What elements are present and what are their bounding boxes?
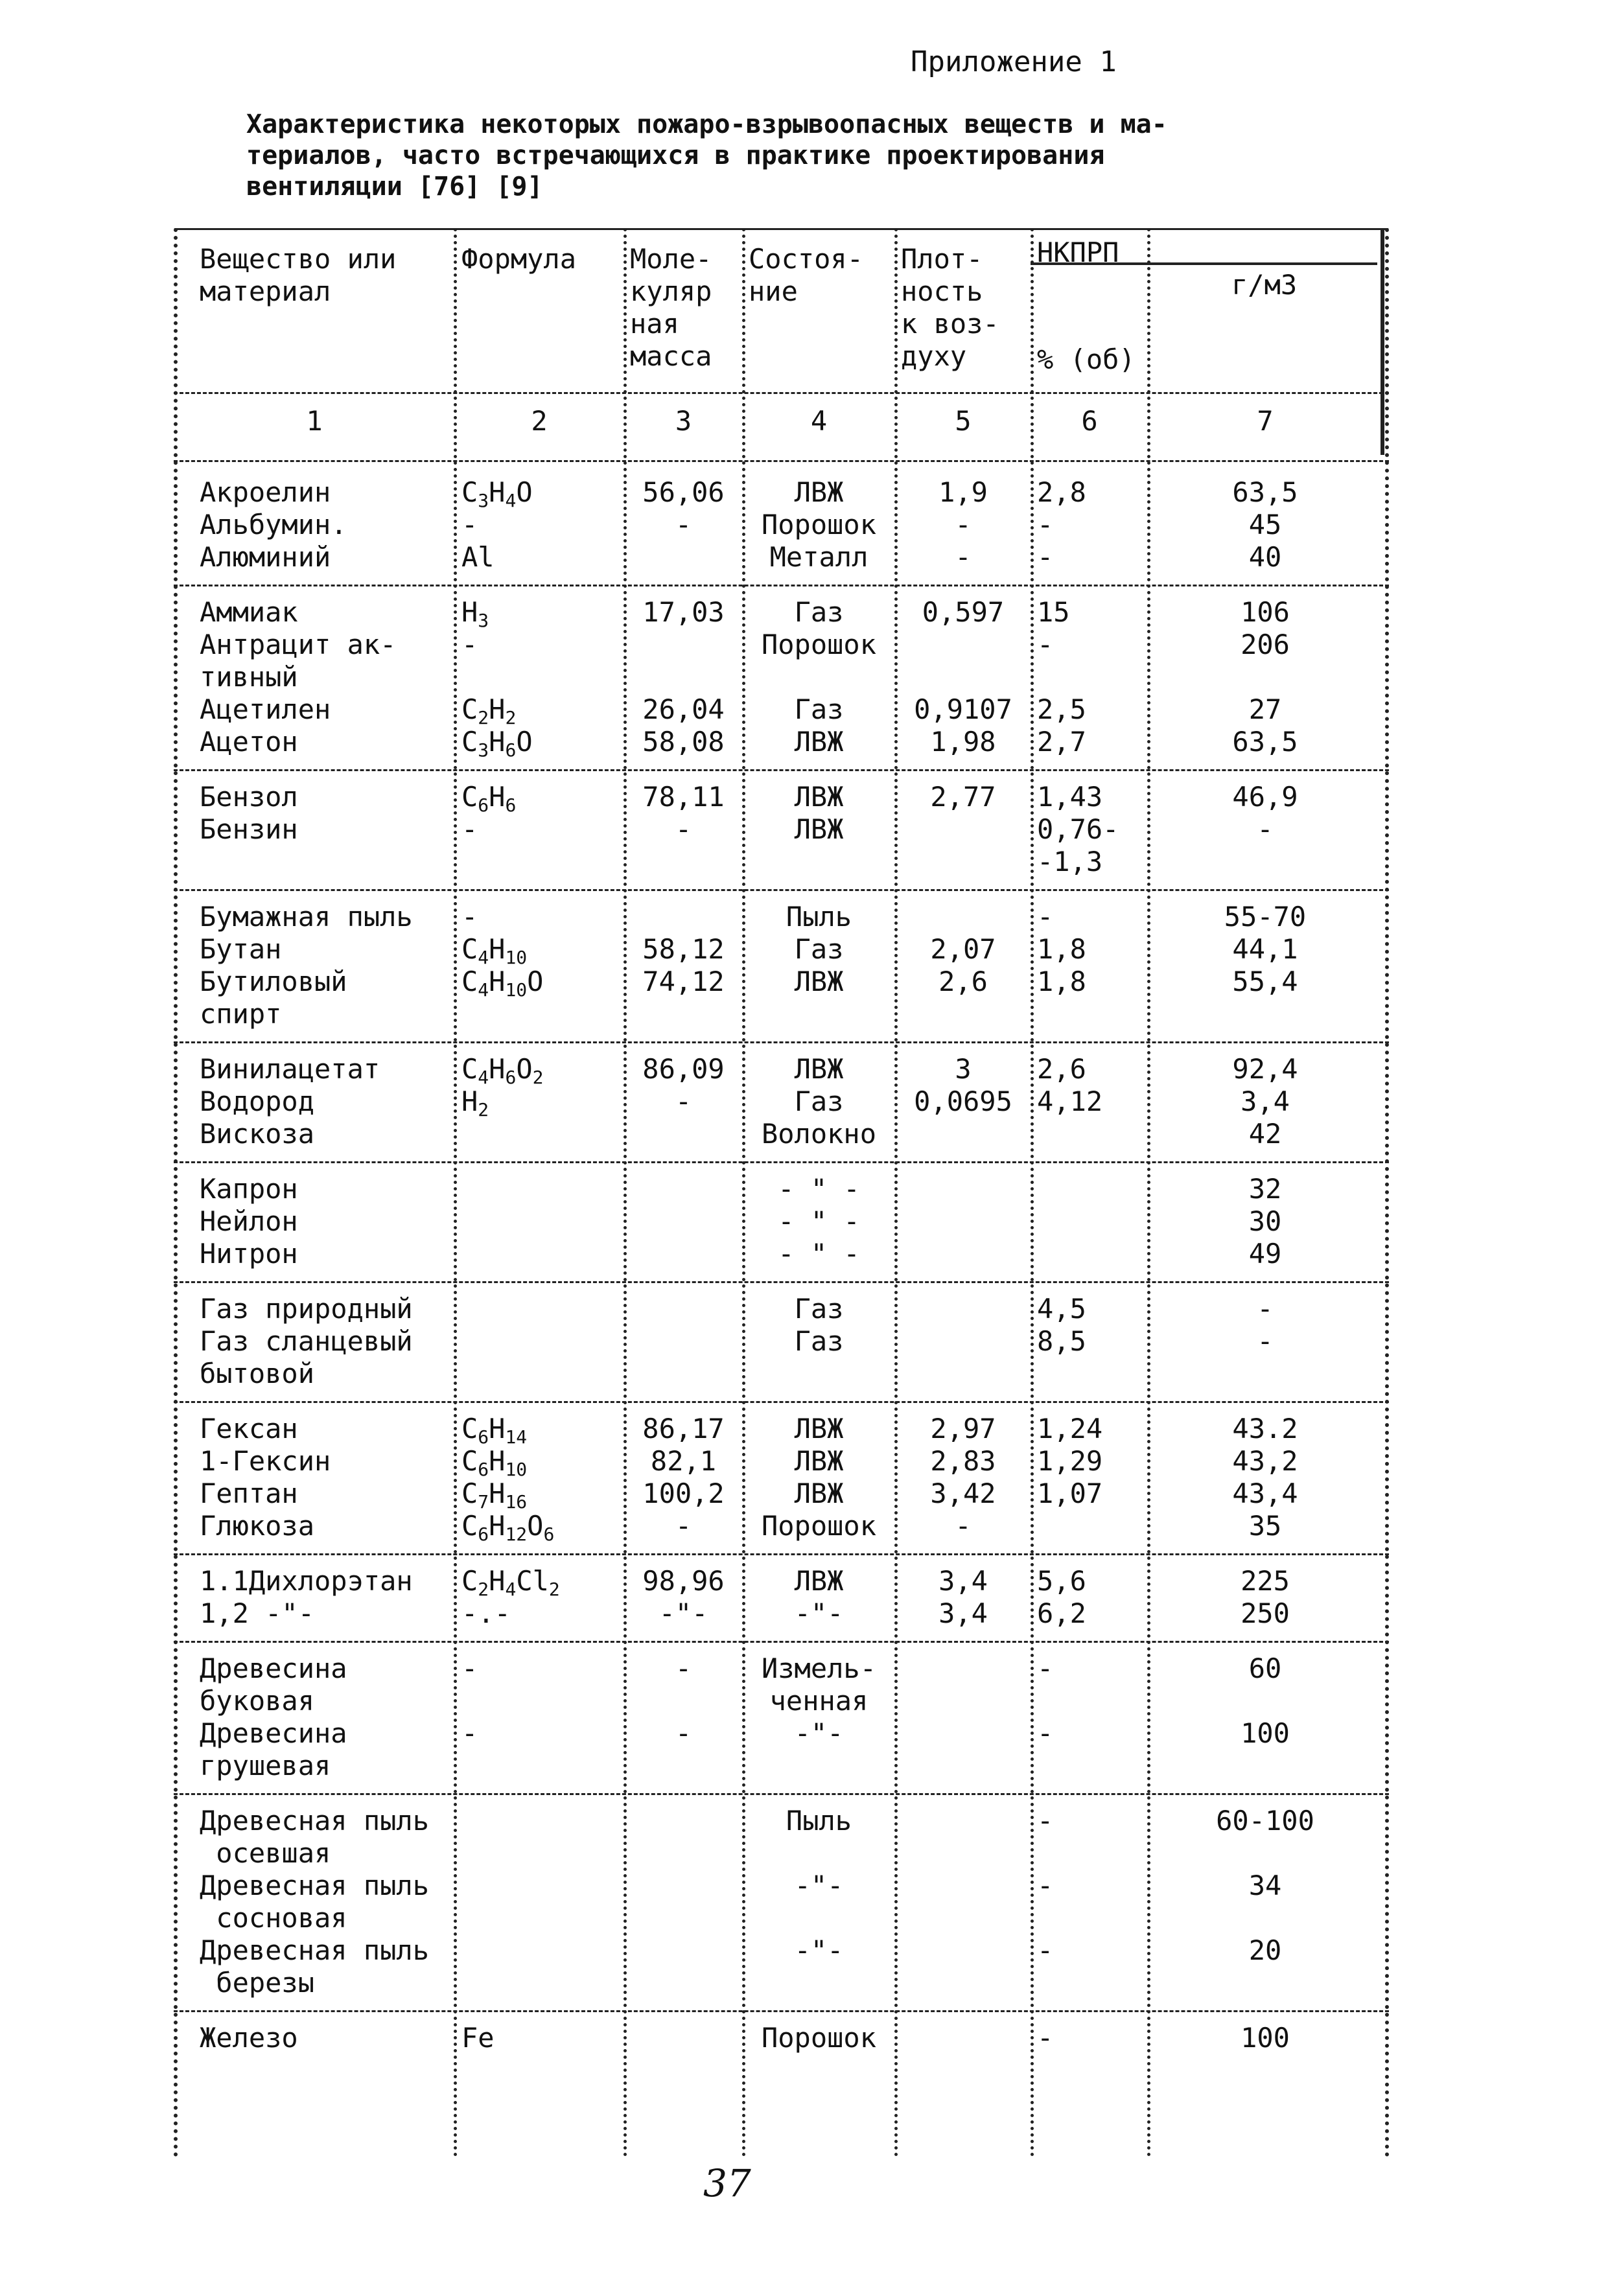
table-caption bbox=[246, 109, 1387, 202]
page-number: 37 bbox=[703, 2161, 751, 2205]
cell-mass: 17,03 bbox=[642, 596, 725, 628]
cell-state: Газ bbox=[794, 1293, 844, 1325]
cell-mass: - bbox=[675, 813, 692, 845]
cell-pct: - bbox=[1037, 541, 1054, 573]
cell-mass: 74,12 bbox=[642, 966, 725, 997]
cell-pct: - bbox=[1037, 2022, 1054, 2054]
cell-pct: - bbox=[1037, 629, 1054, 660]
cell-gm3: 35 bbox=[1248, 1510, 1282, 1542]
cell-gm3: 55-70 bbox=[1224, 901, 1307, 933]
cell-density: 0,9107 bbox=[914, 693, 1012, 725]
cell-pct: 6,2 bbox=[1037, 1597, 1086, 1629]
cell-density: - bbox=[955, 509, 972, 540]
column-number: 1 bbox=[306, 405, 323, 437]
cell-pct: - bbox=[1037, 1870, 1054, 1901]
cell-mass: 86,09 bbox=[642, 1053, 725, 1085]
row-divider bbox=[174, 585, 1389, 586]
cell-formula: - bbox=[461, 629, 478, 660]
cell-density: 0,597 bbox=[922, 596, 1005, 628]
header-density: Плот- ность к воз- духу bbox=[901, 243, 999, 372]
cell-gm3: 46,9 bbox=[1232, 781, 1298, 813]
cell-density: - bbox=[955, 541, 972, 573]
cell-name: Гептан bbox=[200, 1478, 298, 1509]
cell-state: Газ bbox=[794, 1325, 844, 1357]
cell-density: 2,83 bbox=[930, 1445, 996, 1477]
cell-formula: $C_2H_2$ bbox=[461, 693, 517, 728]
cell-state: Газ bbox=[794, 933, 844, 965]
cell-gm3: 30 bbox=[1248, 1205, 1282, 1237]
cell-gm3: 34 bbox=[1248, 1870, 1282, 1901]
row-divider bbox=[174, 392, 1389, 394]
cell-pct: 2,8 bbox=[1037, 476, 1086, 508]
column-number: 6 bbox=[1081, 405, 1098, 437]
cell-gm3: 44,1 bbox=[1232, 933, 1298, 965]
cell-name: Винилацетат bbox=[200, 1053, 380, 1085]
cell-mass: 82,1 bbox=[650, 1445, 717, 1477]
cell-pct: - bbox=[1037, 1934, 1054, 1966]
cell-name: Ацетон bbox=[200, 726, 298, 758]
cell-gm3: 60-100 bbox=[1216, 1805, 1314, 1837]
appendix-label: Приложение 1 bbox=[911, 45, 1117, 78]
cell-gm3: 32 bbox=[1248, 1173, 1282, 1205]
header-gm3: г/м3 bbox=[1231, 269, 1298, 301]
cell-formula: $C_4H_6O_2$ bbox=[461, 1053, 544, 1088]
cell-gm3: 206 bbox=[1241, 629, 1290, 660]
cell-formula: $H_3$ bbox=[461, 596, 489, 631]
cell-name: 1-Гексин bbox=[200, 1445, 331, 1477]
cell-formula: -.- bbox=[461, 1597, 511, 1629]
cell-gm3: 27 bbox=[1248, 693, 1282, 725]
cell-state: Порошок bbox=[761, 2022, 876, 2054]
cell-gm3: 20 bbox=[1248, 1934, 1282, 1966]
cell-name: Древесная пыль сосновая bbox=[200, 1870, 430, 1934]
cell-name: Древесная пыль осевшая bbox=[200, 1805, 430, 1869]
cell-density: 1,9 bbox=[938, 476, 988, 508]
cell-pct: 4,12 bbox=[1037, 1085, 1103, 1117]
cell-gm3: 60 bbox=[1248, 1652, 1282, 1684]
cell-gm3: 63,5 bbox=[1232, 726, 1298, 758]
cell-name: Гексан bbox=[200, 1413, 298, 1444]
cell-name: Акроелин bbox=[200, 476, 331, 508]
cell-gm3: - bbox=[1257, 813, 1274, 845]
cell-mass: 56,06 bbox=[642, 476, 725, 508]
cell-mass: - bbox=[675, 1085, 692, 1117]
cell-name: Бензол bbox=[200, 781, 298, 813]
row-divider bbox=[174, 1641, 1389, 1643]
cell-mass: - bbox=[675, 509, 692, 540]
cell-gm3: 49 bbox=[1248, 1238, 1282, 1270]
column-divider bbox=[1031, 228, 1034, 2158]
cell-density: - bbox=[955, 1510, 972, 1542]
cell-state: ЛВЖ bbox=[794, 813, 844, 845]
cell-formula: $C_6H_{14}$ bbox=[461, 1413, 528, 1448]
cell-name: Газ сланцевый бытовой bbox=[200, 1325, 413, 1389]
cell-gm3: 42 bbox=[1248, 1118, 1282, 1150]
cell-gm3: 63,5 bbox=[1232, 476, 1298, 508]
cell-pct: 8,5 bbox=[1037, 1325, 1086, 1357]
row-divider bbox=[174, 2010, 1389, 2012]
cell-formula: - bbox=[461, 901, 478, 933]
cell-gm3: - bbox=[1257, 1325, 1274, 1357]
row-divider bbox=[174, 460, 1389, 462]
cell-name: Древесина буковая bbox=[200, 1652, 347, 1717]
cell-state: ЛВЖ bbox=[794, 966, 844, 997]
cell-mass: 78,11 bbox=[642, 781, 725, 813]
cell-name: Нитрон bbox=[200, 1238, 298, 1270]
cell-name: Нейлон bbox=[200, 1205, 298, 1237]
cell-gm3: 43.2 bbox=[1232, 1413, 1298, 1444]
cell-gm3: 45 bbox=[1248, 509, 1282, 540]
cell-state: ЛВЖ bbox=[794, 1445, 844, 1477]
row-divider bbox=[174, 889, 1389, 891]
row-divider bbox=[174, 769, 1389, 771]
cell-pct: - bbox=[1037, 509, 1054, 540]
cell-density: 2,6 bbox=[938, 966, 988, 997]
cell-mass: 58,12 bbox=[642, 933, 725, 965]
cell-formula: $C_6H_6$ bbox=[461, 781, 517, 816]
cell-state: ЛВЖ bbox=[794, 781, 844, 813]
cell-name: Капрон bbox=[200, 1173, 298, 1205]
cell-state: Газ bbox=[794, 693, 844, 725]
cell-gm3: 106 bbox=[1241, 596, 1290, 628]
cell-mass: 26,04 bbox=[642, 693, 725, 725]
cell-pct: 1,8 bbox=[1037, 966, 1086, 997]
cell-state: ЛВЖ bbox=[794, 476, 844, 508]
cell-density: 3 bbox=[955, 1053, 972, 1085]
cell-name: Вискоза bbox=[200, 1118, 315, 1150]
cell-mass: -"- bbox=[658, 1597, 708, 1629]
cell-name: Глюкоза bbox=[200, 1510, 315, 1542]
row-divider bbox=[174, 1281, 1389, 1283]
row-divider bbox=[174, 1161, 1389, 1163]
cell-gm3: 43,2 bbox=[1232, 1445, 1298, 1477]
header-percent: % (об) bbox=[1037, 343, 1136, 375]
header-state: Состоя- ние bbox=[749, 243, 864, 307]
cell-name: Древесная пыль березы bbox=[200, 1934, 430, 1999]
cell-state: ЛВЖ bbox=[794, 1053, 844, 1085]
cell-formula: $C_2H_4Cl_2$ bbox=[461, 1565, 560, 1600]
column-number: 2 bbox=[531, 405, 548, 437]
header-substance: Вещество или материал bbox=[200, 243, 397, 307]
cell-pct: - bbox=[1037, 901, 1054, 933]
cell-name: Бензин bbox=[200, 813, 298, 845]
cell-gm3: 40 bbox=[1248, 541, 1282, 573]
cell-name: Древесина грушевая bbox=[200, 1717, 347, 1781]
row-divider bbox=[174, 1553, 1389, 1555]
header-mass: Моле- куляр ная масса bbox=[630, 243, 712, 372]
column-number: 7 bbox=[1257, 405, 1274, 437]
caption-line: Характеристика некоторых пожаро-взрывоопасных веществ и ма- bbox=[246, 110, 1167, 139]
header-formula: Формула bbox=[461, 243, 577, 275]
cell-density: 2,07 bbox=[930, 933, 996, 965]
cell-state: -"- bbox=[794, 1597, 844, 1629]
cell-mass: 86,17 bbox=[642, 1413, 725, 1444]
cell-state: Измель- ченная bbox=[761, 1652, 876, 1717]
cell-gm3: 100 bbox=[1241, 2022, 1290, 2054]
cell-mass: - bbox=[675, 1510, 692, 1542]
cell-pct: - bbox=[1037, 1652, 1054, 1684]
cell-formula: - bbox=[461, 509, 478, 540]
cell-formula: $C_3H_4O$ bbox=[461, 476, 533, 511]
cell-density: 2,97 bbox=[930, 1413, 996, 1444]
cell-name: 1.1Дихлорэтан bbox=[200, 1565, 413, 1597]
row-divider bbox=[174, 1401, 1389, 1403]
cell-name: Алюминий bbox=[200, 541, 331, 573]
cell-pct: 1,29 bbox=[1037, 1445, 1103, 1477]
column-divider bbox=[454, 228, 457, 2158]
cell-state: ЛВЖ bbox=[794, 726, 844, 758]
cell-pct: 4,5 bbox=[1037, 1293, 1086, 1325]
cell-gm3: 43,4 bbox=[1232, 1478, 1298, 1509]
cell-pct: 1,43 bbox=[1037, 781, 1103, 813]
cell-name: Бумажная пыль bbox=[200, 901, 413, 933]
cell-mass: - bbox=[675, 1652, 692, 1684]
cell-pct: - bbox=[1037, 1717, 1054, 1749]
cell-pct: - bbox=[1037, 1805, 1054, 1837]
cell-state: Металл bbox=[769, 541, 868, 573]
cell-state: Порошок bbox=[761, 1510, 876, 1542]
caption-line: вентиляции [76] [9] bbox=[246, 172, 543, 202]
cell-mass: 100,2 bbox=[642, 1478, 725, 1509]
row-divider bbox=[174, 1041, 1389, 1043]
cell-name: Альбумин. bbox=[200, 509, 347, 540]
cell-pct: 2,7 bbox=[1037, 726, 1086, 758]
column-number: 3 bbox=[675, 405, 692, 437]
cell-pct: 0,76- -1,3 bbox=[1037, 813, 1119, 877]
cell-density: 3,42 bbox=[930, 1478, 996, 1509]
cell-formula: $C_3H_6O$ bbox=[461, 726, 533, 761]
cell-state: - " - bbox=[778, 1205, 860, 1237]
cell-gm3: - bbox=[1257, 1293, 1274, 1325]
cell-name: Ацетилен bbox=[200, 693, 331, 725]
cell-gm3: 55,4 bbox=[1232, 966, 1298, 997]
cell-gm3: 225 bbox=[1241, 1565, 1290, 1597]
cell-state: Пыль bbox=[786, 1805, 852, 1837]
cell-gm3: 3,4 bbox=[1241, 1085, 1290, 1117]
cell-state: ЛВЖ bbox=[794, 1413, 844, 1444]
column-number: 4 bbox=[810, 405, 828, 437]
cell-state: - " - bbox=[778, 1238, 860, 1270]
cell-gm3: 250 bbox=[1241, 1597, 1290, 1629]
header-nkprp: НКПРП bbox=[1037, 237, 1119, 268]
cell-formula: - bbox=[461, 1717, 478, 1749]
cell-state: -"- bbox=[794, 1717, 844, 1749]
cell-density: 3,4 bbox=[938, 1565, 988, 1597]
column-number: 5 bbox=[955, 405, 972, 437]
cell-pct: 1,8 bbox=[1037, 933, 1086, 965]
cell-formula: $C_4H_{10}$ bbox=[461, 933, 528, 968]
cell-state: -"- bbox=[794, 1934, 844, 1966]
cell-state: -"- bbox=[794, 1870, 844, 1901]
cell-pct: 5,6 bbox=[1037, 1565, 1086, 1597]
cell-pct: 1,24 bbox=[1037, 1413, 1103, 1444]
cell-pct: 2,5 bbox=[1037, 693, 1086, 725]
cell-density: 1,98 bbox=[930, 726, 996, 758]
cell-mass: - bbox=[675, 1717, 692, 1749]
cell-formula: $C_6H_{10}$ bbox=[461, 1445, 528, 1480]
cell-state: Пыль bbox=[786, 901, 852, 933]
cell-state: Волокно bbox=[761, 1118, 876, 1150]
cell-name: Бутиловый спирт bbox=[200, 966, 347, 1030]
cell-state: ЛВЖ bbox=[794, 1565, 844, 1597]
cell-pct: 15 bbox=[1037, 596, 1070, 628]
cell-formula: - bbox=[461, 813, 478, 845]
cell-formula: $C_4H_{10}O$ bbox=[461, 966, 544, 1001]
cell-state: Порошок bbox=[761, 629, 876, 660]
cell-mass: 98,96 bbox=[642, 1565, 725, 1597]
row-divider bbox=[174, 1793, 1389, 1795]
cell-state: ЛВЖ bbox=[794, 1478, 844, 1509]
cell-density: 3,4 bbox=[938, 1597, 988, 1629]
cell-pct: 1,07 bbox=[1037, 1478, 1103, 1509]
cell-name: 1,2 -"- bbox=[200, 1597, 315, 1629]
cell-gm3: 92,4 bbox=[1232, 1053, 1298, 1085]
cell-formula: Al bbox=[461, 541, 495, 573]
cell-state: Порошок bbox=[761, 509, 876, 540]
cell-name: Газ природный bbox=[200, 1293, 413, 1325]
cell-gm3: 100 bbox=[1241, 1717, 1290, 1749]
cell-formula: Fe bbox=[461, 2022, 495, 2054]
cell-pct: 2,6 bbox=[1037, 1053, 1086, 1085]
cell-mass: 58,08 bbox=[642, 726, 725, 758]
cell-name: Железо bbox=[200, 2022, 298, 2054]
cell-name: Водород bbox=[200, 1085, 315, 1117]
cell-density: 0,0695 bbox=[914, 1085, 1012, 1117]
cell-name: Аммиак bbox=[200, 596, 298, 628]
cell-name: Бутан bbox=[200, 933, 282, 965]
cell-name: Антрацит ак- тивный bbox=[200, 629, 397, 693]
cell-density: 2,77 bbox=[930, 781, 996, 813]
caption-line: териалов, часто встречающихся в практике проектирования bbox=[246, 141, 1105, 170]
cell-formula: $C_7H_{16}$ bbox=[461, 1478, 528, 1513]
cell-formula: - bbox=[461, 1652, 478, 1684]
cell-state: Газ bbox=[794, 596, 844, 628]
cell-formula: $H_2$ bbox=[461, 1085, 489, 1120]
cell-state: Газ bbox=[794, 1085, 844, 1117]
cell-state: - " - bbox=[778, 1173, 860, 1205]
cell-formula: $C_6H_{12}O_6$ bbox=[461, 1510, 555, 1545]
